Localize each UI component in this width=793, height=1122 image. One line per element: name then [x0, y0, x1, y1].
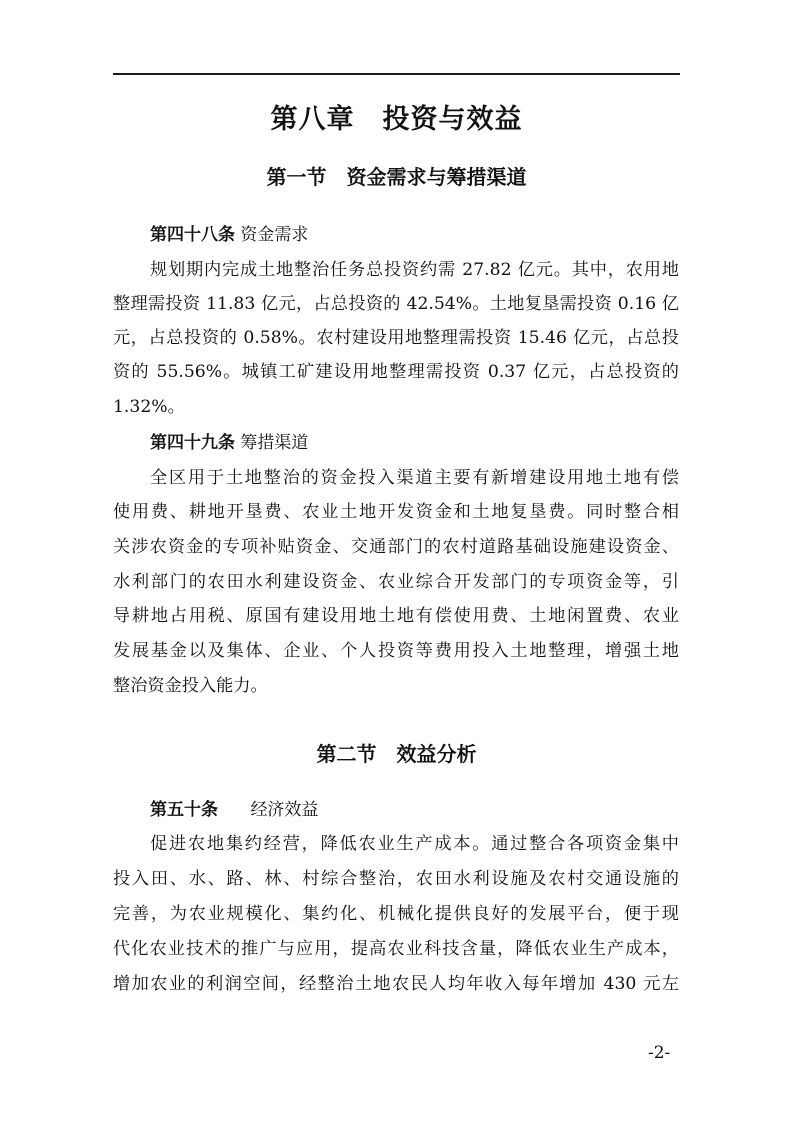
- article-number: 第四十八条: [150, 225, 235, 245]
- paragraph-line: 1.32%。: [113, 397, 185, 417]
- paragraph-line: 投入田、水、路、林、村综合整治，农田水利设施及农村交通设施的: [113, 869, 679, 889]
- paragraph-line: 资的 55.56%。城镇工矿建设用地整理需投资 0.37 亿元，占总投资的: [113, 362, 679, 382]
- paragraph-line: 增加农业的利润空间，经整治土地农民人均年收入每年增加 430 元左: [113, 974, 679, 994]
- article-number: 第四十九条: [150, 433, 235, 453]
- paragraph-line: 使用费、耕地开垦费、农业土地开发资金和土地复垦费。同时整合相: [113, 502, 679, 522]
- article-number: 第五十条: [150, 800, 218, 820]
- paragraph-line: 全区用于土地整治的资金投入渠道主要有新增建设用地土地有偿: [150, 468, 679, 488]
- page-number: -2-: [648, 1043, 671, 1063]
- paragraph-line: 发展基金以及集体、企业、个人投资等费用投入土地整理，增强土地: [113, 641, 679, 661]
- section-title-2: 第二节 效益分析: [316, 742, 477, 766]
- article-name: 资金需求: [240, 225, 309, 245]
- paragraph-line: 元，占总投资的 0.58%。农村建设用地整理需投资 15.46 亿元，占总投: [113, 328, 679, 348]
- paragraph-line: 关涉农资金的专项补贴资金、交通部门的农村道路基础设施建设资金、: [113, 537, 679, 557]
- paragraph-line: 规划期内完成土地整治任务总投资约需 27.82 亿元。其中，农用地: [150, 260, 679, 280]
- chapter-title: 第八章 投资与效益: [270, 104, 523, 135]
- paragraph-line: 整治资金投入能力。: [113, 676, 268, 696]
- article-heading-49: [150, 428, 308, 453]
- paragraph-line: 水利部门的农田水利建设资金、农业综合开发部门的专项资金等，引: [113, 572, 679, 592]
- header-rule: [113, 73, 680, 75]
- paragraph-line: 完善，为农业规模化、集约化、机械化提供良好的发展平台，便于现: [113, 904, 679, 924]
- article-heading-48: [150, 220, 308, 245]
- article-name: 经济效益: [250, 800, 319, 820]
- section-title-1: 第一节 资金需求与筹措渠道: [266, 165, 527, 189]
- paragraph-line: 促进农地集约经营，降低农业生产成本。通过整合各项资金集中: [150, 834, 679, 854]
- paragraph-line: 代化农业技术的推广与应用，提高农业科技含量，降低农业生产成本，: [113, 939, 679, 959]
- paragraph-line: 导耕地占用税、原国有建设用地土地有偿使用费、土地闲置费、农业: [113, 606, 679, 626]
- article-heading-50: [150, 795, 318, 820]
- article-name: 筹措渠道: [240, 433, 309, 453]
- paragraph-line: 整理需投资 11.83 亿元，占总投资的 42.54%。土地复垦需投资 0.16 亿: [113, 294, 679, 314]
